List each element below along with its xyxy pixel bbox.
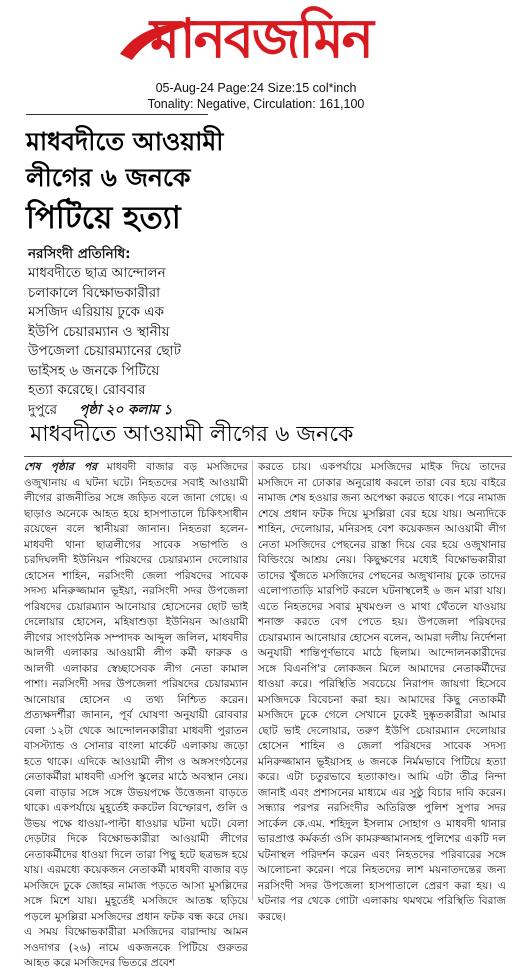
article-column-1 xyxy=(24,460,248,972)
clip-tonality-line: Tonality: Negative, Circulation: 161,100 xyxy=(147,97,365,111)
teaser-body: মাধবদীতে ছাত্র আন্দোলন চলাকালে বিক্ষোভকারীরা মসজিদ এরিয়ায় ঢুকে এক ইউপি চেয়ারম্যান ও স্থানীয় উপজেলা চেয়ারম্যানের ছোট ভাইসহ ৬ জনকে পিটিয়ে হত্যা করেছে। রোববার দুপুরে xyxy=(28,265,181,418)
article-column-2 xyxy=(258,460,506,925)
headline-line-1: মাধবদীতে আওয়ামী xyxy=(26,127,224,156)
front-page-headline xyxy=(26,124,224,240)
column-divider xyxy=(252,460,253,900)
masthead xyxy=(0,0,512,80)
headline-line-2: লীগের ৬ জনকে xyxy=(26,163,191,192)
continuation-reference: পৃষ্ঠা ২০ কলাম ১ xyxy=(79,401,173,418)
column-2-text: করতে চায়। একপর্যায়ে মসজিদের মাইক দিয়ে তাদের মসজিদে না ঢোকার অনুরোধ করলে তারা বের হয়ে বাইরে নামাজ শেষ হওয়ার জন্য অপেক্ষা করতে থাকে। পরে নামাজ শেষে প্রধান ফটক দিয়ে মুসল্লিরা বের হয়ে যায়। অন্যদিকে শাহিন, দেলোয়ার, মনিরসহ বেশ কয়েকজন আওয়ামী লীগ নেতা মসজিদের পেছনের রাস্তা দিয়ে বের হয়ে ওজুখানার বিল্ডিংয়ে আশ্রয় নেয়। কিছুক্ষণের মধ্যেই বিক্ষোভকারীরা তাদের খুঁজতে মসজিদের পেছনের অজুখানায় ঢুকে তাদের এলোপাতাড়ি মারপিট করলে ঘটনাস্থলেই ৬ জন মারা যায়। এতে নিহতদের সবার মুখমণ্ডল ও মাথা থেঁতলে যাওয়ায় শনাক্ত করতে বেগ পেতে হয়। উপজেলা পরিষদের চেয়ারম্যান আনোয়ার হোসেন বলেন, আমরা দলীয় নির্দেশনা অনুযায়ী শান্তিপূর্ণভাবে মাঠে ছিলাম। আন্দোলনকারীদের সঙ্গে বিএনপি'র লোকজন মিলে আমাদের নেতাকর্মীদের ধাওয়া করে। পরিস্থিতি সবচেয়ে নিরাপদ জায়গা হিসেবে মসজিদকে বিবেচনা করা হয়। আমাদের কিছু নেতাকর্মী মসজিদে ঢুকে গেলে সেখানে ঢুকেই দুষ্কৃতকারীরা আমার ছোট ভাই দেলোয়ার, তরুণ ইউপি চেয়ারম্যান দেলোয়ার হোসেন শাহিন ও জেলা পরিষদের সাবেক সদস্য মনিরুজ্জামান ভূইয়াসহ ৬ জনকে নির্মমভাবে পিটিয়ে হত্যা করে। এটা চতুরভাবে হত্যাকাণ্ড। আমি এটা তীব্র নিন্দা জানাই এবং প্রশাসনের মাধ্যমে এর সুষ্ঠু বিচার দাবি করেন। সন্ধ্যার পরপর নরসিংদীর অতিরিক্ত পুলিশ সুপার সদর সার্কেল কে.এম. শহিদুল ইসলাম সোহাগ ও মাধবদী থানার ভারপ্রাপ্ত কর্মকর্তা ওসি কামরুজ্জামানসহ পুলিশের একটি দল ঘটনাস্থল পরিদর্শন করেন এবং নিহতদের পরিবারের সঙ্গে আলোচনা করেন। পরে নিহতদের লাশ ময়নাতদন্তের জন্য নরসিংদী সদর উপজেলা হাসপাতালে প্রেরণ করা হয়। এ ঘটনার পর থেকে গোটা এলাকায় থমথমে পরিস্থিতি বিরাজ করছে। xyxy=(258,461,506,923)
clip-date-line: 05-Aug-24 Page:24 Size:15 col*inch xyxy=(155,81,357,95)
teaser-text xyxy=(28,264,206,420)
byline: নরসিংদী প্রতিনিধি: xyxy=(28,246,131,262)
inside-headline: মাধবদীতে আওয়ামী লীগের ৬ জনকে xyxy=(30,422,354,447)
headline-line-3: পিটিয়ে হত্যা xyxy=(26,200,181,236)
newspaper-logo: মানবজমিন xyxy=(150,7,372,70)
column-1-text: মাধবদী বাজার বড় মসজিদের ওজুখানায় এ ঘটনা ঘটে। নিহতদের সবাই আওয়ামী লীগের রাজনীতির সঙ্গে জড়িত বলে জানা গেছে। এ ছাড়াও অনেকে আহত হয়ে হাসপাতালে চিকিৎসাধীন রয়েছেন বলে স্থানীয়রা জানান। নিহতরা হলেন- মাধবদী থানা ছাত্রলীগের সাবেক সভাপতি ও চরদিঘলদী ইউনিয়ন পরিষদের চেয়ারম্যান দেলোয়ার হোসেন শাহিন, নরসিংদী জেলা পরিষদের সাবেক সদস্য মনিরুজ্জামান ভূইয়া, নরসিংদী সদর উপজেলা পরিষদের চেয়ারম্যান আনোয়ার হোসেনের ছোট ভাই দেলোয়ার হোসেন, মহিষাশুড়া ইউনিয়ন আওয়ামী লীগের সাংগঠনিক সম্পাদক আব্দুল জলিল, মাধবদীর আলগী এলাকার আওয়ামী লীগ কর্মী ফারুক ও আলগী এলাকার স্বেচ্ছাসেবক লীগ নেতা কামাল পাশা। নরসিংদী সদর উপজেলা পরিষদের চেয়ারম্যান আনোয়ার হোসেন এ তথ্য নিশ্চিত করেন। প্রত্যক্ষদর্শীরা জানান, পূর্ব ঘোষণা অনুযায়ী রোববার বেলা ১২টা থেকে আন্দোলনকারীরা মাধবদী পুরাতন বাসস্ট্যান্ড ও সোনার বাংলা মার্কেট এলাকায় জড়ো হতে থাকে। এদিকে আওয়ামী লীগ ও অঙ্গসংগঠনের নেতাকর্মীরা মাধবদী এসপি স্কুলের মাঠে অবস্থান নেয়। বেলা বাড়ার সঙ্গে সঙ্গে উভয়পক্ষে উত্তেজনা বাড়তে থাকে। একপর্যায়ে মুহূর্তেই ককটেল বিস্ফোরণ, গুলি ও উভয় পক্ষে ধাওয়া-পাল্টা ধাওয়ার ঘটনা ঘটে। বেলা দেড়টার দিকে বিক্ষোভকারীরা আওয়ামী লীগের নেতাকর্মীদের ধাওয়া দিলে তারা পিছু হটে ছত্রভঙ্গ হয়ে যায়। এরমধ্যে কয়েকজন নেতাকর্মী মাধবদী বাজার বড় মসজিদে ঢুকে জোহর নামাজ পড়তে আসা মুসল্লিদের সঙ্গে মিশে যায়। মুহূর্তেই মসজিদে আতঙ্ক ছড়িয়ে পড়লে মুসল্লিরা মসজিদের প্রধান ফটক বন্ধ করে দেয়। এ সময় বিক্ষোভকারীরা মসজিদের বারান্দায় আমন সওদাগর (২৬) নামে একজনকে পিটিয়ে গুরুতর আহত করে মসজিদের ভিতরে প্রবেশ xyxy=(24,461,248,969)
continuation-label: শেষ পৃষ্ঠার পর xyxy=(24,461,97,473)
headline-divider xyxy=(24,456,512,457)
